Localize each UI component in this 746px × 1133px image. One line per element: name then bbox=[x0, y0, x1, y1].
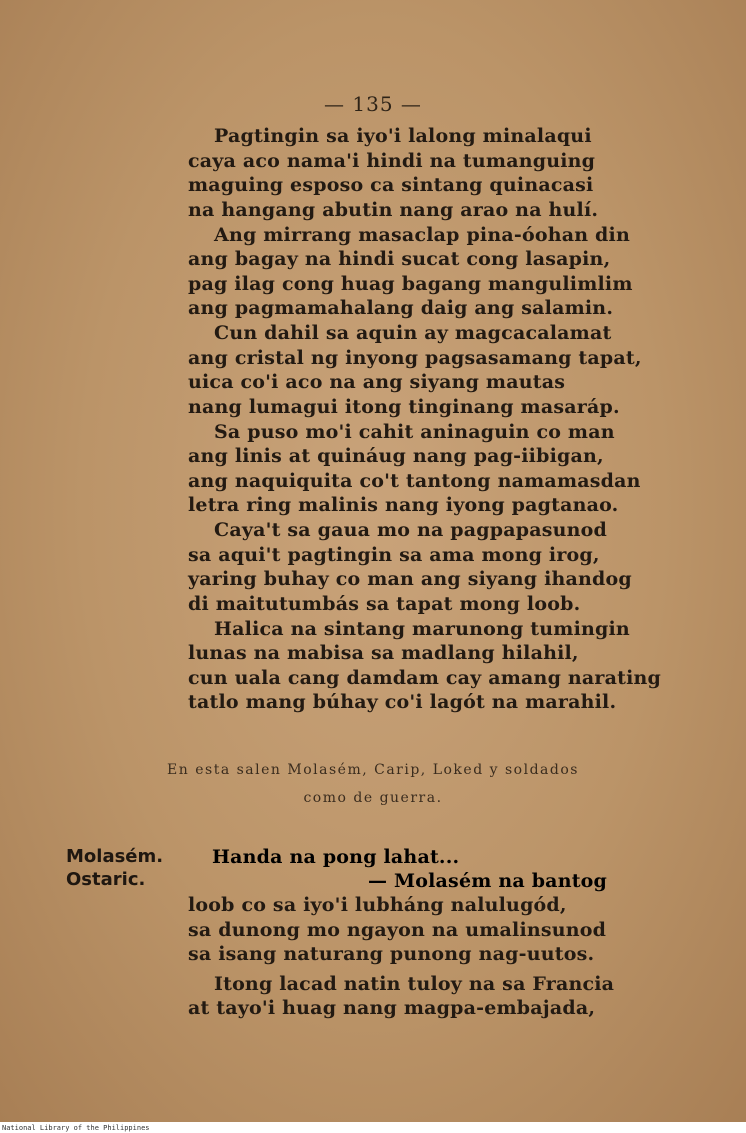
verse-line: lunas na mabisa sa madlang hilahil, bbox=[188, 642, 579, 664]
speech-line: — Molasém na bantog bbox=[368, 870, 608, 892]
verse-line: Sa puso mo'i cahit aninaguin co man bbox=[214, 420, 615, 443]
verse-line: tatlo mang búhay co'i lagót na marahil. bbox=[188, 691, 617, 713]
library-footer: National Library of the Philippines bbox=[2, 1124, 150, 1132]
verse-block bbox=[188, 124, 661, 715]
verse-line: caya aco nama'i hindi na tumanguing bbox=[188, 149, 596, 172]
stage-direction-line-1: En esta salen Molasém, Carip, Loked y soldados bbox=[167, 762, 579, 778]
verse-line: Cun dahil sa aquin ay magcacalamat bbox=[214, 322, 612, 344]
stage-direction-line-2: como de guerra. bbox=[303, 790, 443, 806]
stanza-1 bbox=[188, 124, 661, 222]
stanza-3 bbox=[188, 321, 661, 419]
verse-line: Ang mirrang masaclap pina-óohan din bbox=[214, 223, 630, 246]
speech-line: Handa na pong lahat... bbox=[212, 846, 460, 868]
speech-line: at tayo'i huag nang magpa-embajada, bbox=[188, 997, 596, 1019]
verse-line: Caya't sa gaua mo na pagpapasunod bbox=[214, 519, 608, 541]
dialogue-block bbox=[188, 893, 614, 1021]
verse-line: maguing esposo ca sintang quinacasi bbox=[188, 174, 594, 196]
speech-line: loob co sa iyo'i lubháng nalulugód, bbox=[188, 894, 567, 916]
verse-line: sa aqui't pagtingin sa ama mong irog, bbox=[188, 543, 600, 566]
stanza-4 bbox=[188, 420, 661, 518]
verse-line: na hangang abutin nang arao na hulí. bbox=[188, 198, 599, 221]
stanza-2 bbox=[188, 223, 661, 321]
speaker-ostaric: Ostaric. bbox=[66, 869, 146, 890]
verse-line: pag ilag cong huag bagang mangulimlim bbox=[188, 272, 633, 295]
speech-line: Itong lacad natin tuloy na sa Francia bbox=[214, 972, 615, 995]
verse-line: Halica na sintang marunong tumingin bbox=[214, 617, 630, 640]
verse-line: uica co'i aco na ang siyang mautas bbox=[188, 371, 566, 393]
verse-line: cun uala cang damdam cay amang narating bbox=[188, 666, 662, 689]
verse-line: ang cristal ng inyong pagsasamang tapat, bbox=[188, 346, 642, 369]
verse-line: yaring buhay co man ang siyang ihandog bbox=[188, 568, 632, 590]
verse-line: letra ring malinis nang iyong pagtanao. bbox=[188, 494, 619, 516]
speech-line: sa dunong mo ngayon na umalinsunod bbox=[188, 918, 607, 941]
verse-line: ang linis at quináug nang pag-iibigan, bbox=[188, 445, 604, 467]
stanza-6 bbox=[188, 617, 661, 715]
verse-line: ang pagmamahalang daig ang salamin. bbox=[188, 297, 614, 319]
verse-line: di maitutumbás sa tapat mong loob. bbox=[188, 592, 581, 615]
page-number: — 135 — bbox=[324, 92, 422, 116]
verse-line: ang naquiquita co't tantong namamasdan bbox=[188, 469, 641, 492]
verse-line: Pagtingin sa iyo'i lalong minalaqui bbox=[214, 125, 592, 147]
verse-line: nang lumagui itong tinginang masaráp. bbox=[188, 395, 620, 418]
speech-line: sa isang naturang punong nag-uutos. bbox=[188, 943, 595, 965]
verse-line: ang bagay na hindi sucat cong lasapin, bbox=[188, 248, 611, 270]
speaker-molasem: Molasém. bbox=[66, 846, 164, 867]
stanza-5 bbox=[188, 518, 661, 616]
